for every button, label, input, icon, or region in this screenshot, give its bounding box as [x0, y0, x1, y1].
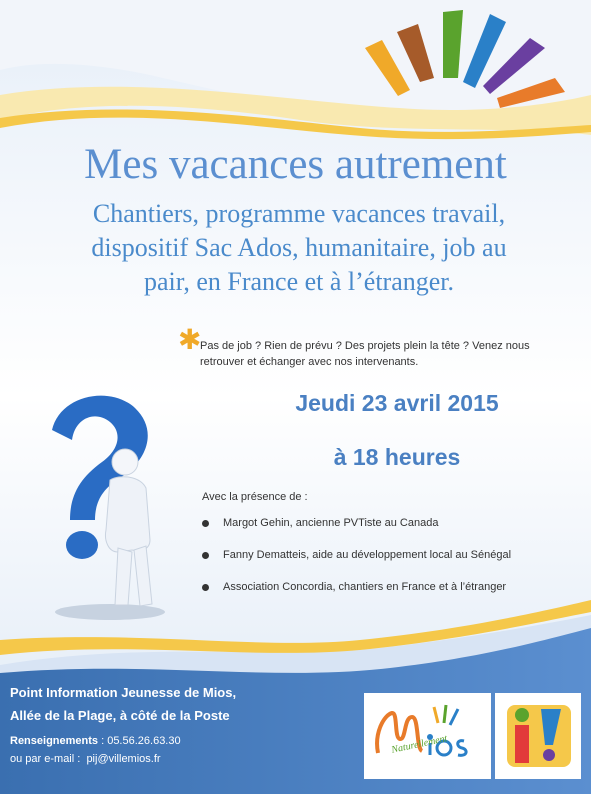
contact-phone: : 05.56.26.63.30: [98, 735, 181, 747]
guest-list: [200, 517, 511, 613]
figure-body: [106, 477, 151, 552]
list-item: [200, 517, 511, 549]
bullet-icon: [202, 552, 209, 559]
guest-text: Association Concordia, chantiers en France et à l’étranger: [223, 581, 507, 593]
page-title: Mes vacances autrement: [84, 141, 507, 188]
logo-s-stroke: [458, 741, 466, 756]
pij-name: Point Information Jeunesse de Mios,: [10, 685, 237, 700]
email-label: ou par e-mail :: [10, 753, 81, 765]
subtitle-line: dispositif Sac Ados, humanitaire, job au: [91, 233, 507, 262]
contact-label: Renseignements: [10, 735, 99, 747]
guest-text: Fanny Dematteis, aide au développement local au Sénégal: [223, 549, 512, 561]
question-dot: [66, 531, 98, 559]
footer-contact-block: [10, 685, 236, 765]
presence-label: Avec la présence de :: [202, 491, 308, 503]
bullet-icon: [202, 584, 209, 591]
logo-i-dot: [515, 708, 529, 722]
logo-ray: [444, 705, 446, 723]
event-time: à 18 heures: [333, 444, 461, 470]
bullet-icon: [202, 520, 209, 527]
event-date: Jeudi 23 avril 2015: [295, 390, 499, 416]
list-item: [200, 549, 511, 581]
logo-ray: [450, 709, 458, 725]
figure-shadow: [55, 604, 165, 620]
logo-tagline: Naturellement: [390, 733, 449, 756]
intro-text: [200, 338, 585, 370]
contact-line: [10, 735, 236, 747]
mios-logo: [364, 693, 491, 779]
pij-address: Allée de la Plage, à côté de la Poste: [10, 708, 230, 723]
logo-exclamation-dot: [543, 749, 555, 761]
asterisk-icon: ✱: [178, 323, 202, 356]
list-item: [200, 581, 511, 613]
figure-head: [112, 449, 138, 475]
subtitle-line: Chantiers, programme vacances travail,: [92, 199, 506, 228]
info-jeunesse-logo: [495, 693, 581, 779]
intro-line: Pas de job ? Rien de prévu ? Des projets plein la tête ? Venez nous: [200, 340, 530, 352]
info-exclamation-logo: [495, 693, 581, 779]
email-link[interactable]: pij@villemios.fr: [86, 753, 161, 765]
subtitle-line: pair, en France et à l’étranger.: [143, 267, 455, 296]
email-line: [10, 753, 236, 765]
intro-line: retrouver et échanger avec nos intervenants.: [200, 356, 419, 368]
logo-ray: [434, 707, 438, 723]
logo-i-bar: [515, 725, 529, 763]
guest-text: Margot Gehin, ancienne PVTiste au Canada: [223, 517, 439, 529]
subtitle: [16, 197, 582, 299]
